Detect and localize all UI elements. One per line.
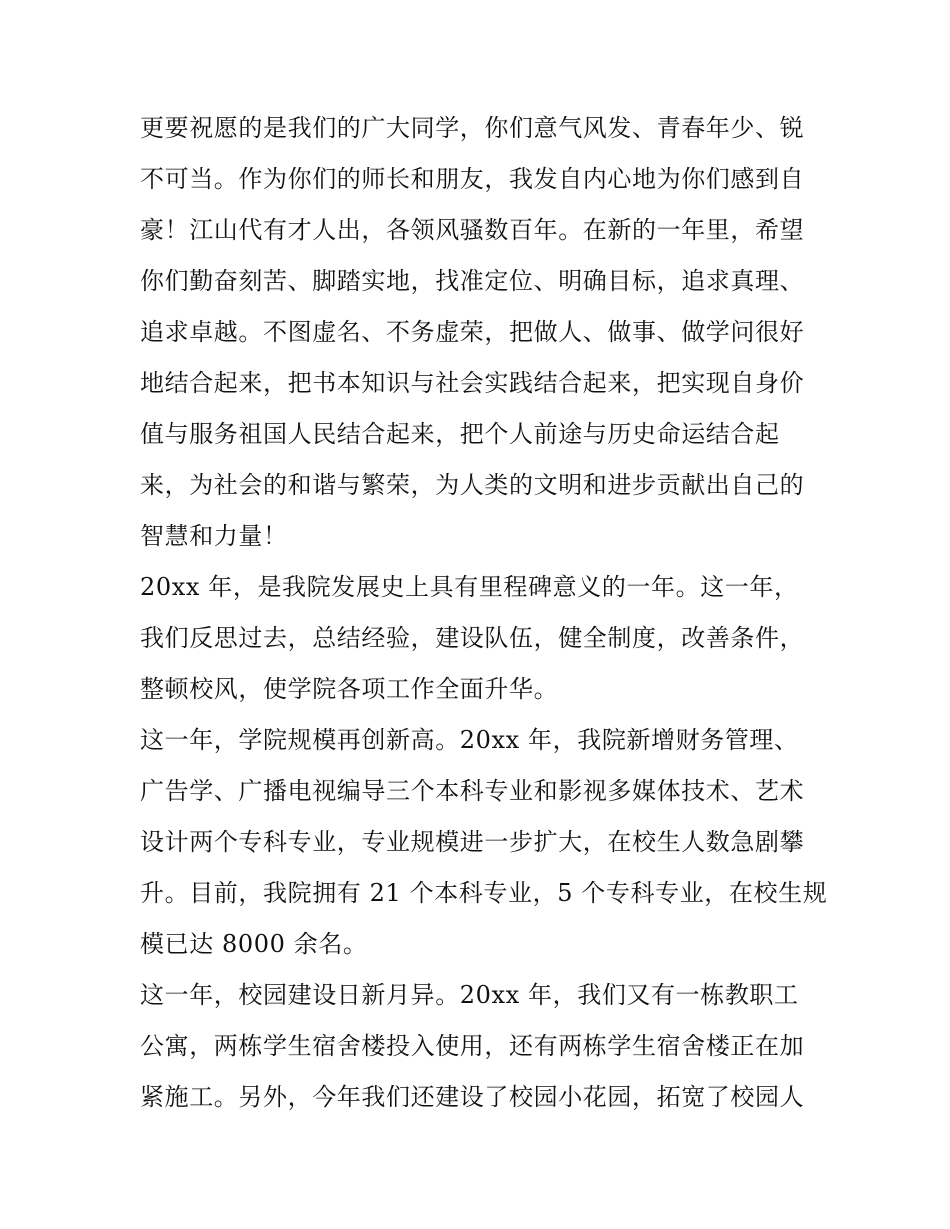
text-line: 这一年，学院规模再创新高。20xx 年，我院新增财务管理、 (140, 726, 799, 754)
text-line: 升。目前，我院拥有 21 个本科专业，5 个专科专业，在校生规 (140, 879, 828, 907)
text-line: 广告学、广播电视编导三个本科专业和影视多媒体技术、艺术 (140, 777, 805, 805)
text-line: 地结合起来，把书本知识与社会实践结合起来，把实现自身价 (140, 369, 805, 397)
text-line: 你们勤奋刻苦、脚踏实地，找准定位、明确目标，追求真理、 (140, 267, 805, 295)
text-line: 我们反思过去，总结经验，建设队伍，健全制度，改善条件， (140, 624, 805, 652)
text-line: 公寓，两栋学生宿舍楼投入使用，还有两栋学生宿舍楼正在加 (140, 1032, 805, 1060)
text-line: 不可当。作为你们的师长和朋友，我发自内心地为你们感到自 (140, 165, 805, 193)
text-line: 这一年，校园建设日新月异。20xx 年，我们又有一栋教职工 (140, 981, 799, 1009)
text-line: 紧施工。另外，今年我们还建设了校园小花园，拓宽了校园人 (140, 1083, 805, 1111)
text-line: 值与服务祖国人民结合起来，把个人前途与历史命运结合起 (140, 420, 780, 448)
text-line: 整顿校风，使学院各项工作全面升华。 (140, 675, 559, 703)
text-line: 设计两个专科专业，专业规模进一步扩大，在校生人数急剧攀 (140, 828, 805, 856)
text-line: 智慧和力量！ (140, 522, 288, 550)
text-line: 来，为社会的和谐与繁荣，为人类的文明和进步贡献出自己的 (140, 471, 805, 499)
text-line: 更要祝愿的是我们的广大同学，你们意气风发、青春年少、锐 (140, 114, 805, 142)
document-body (140, 103, 828, 1123)
text-line: 模已达 8000 余名。 (140, 930, 368, 958)
text-line: 追求卓越。不图虚名、不务虚荣，把做人、做事、做学问很好 (140, 318, 805, 346)
text-line: 豪！江山代有才人出，各领风骚数百年。在新的一年里，希望 (140, 216, 805, 244)
text-line: 20xx 年，是我院发展史上具有里程碑意义的一年。这一年， (140, 573, 799, 601)
